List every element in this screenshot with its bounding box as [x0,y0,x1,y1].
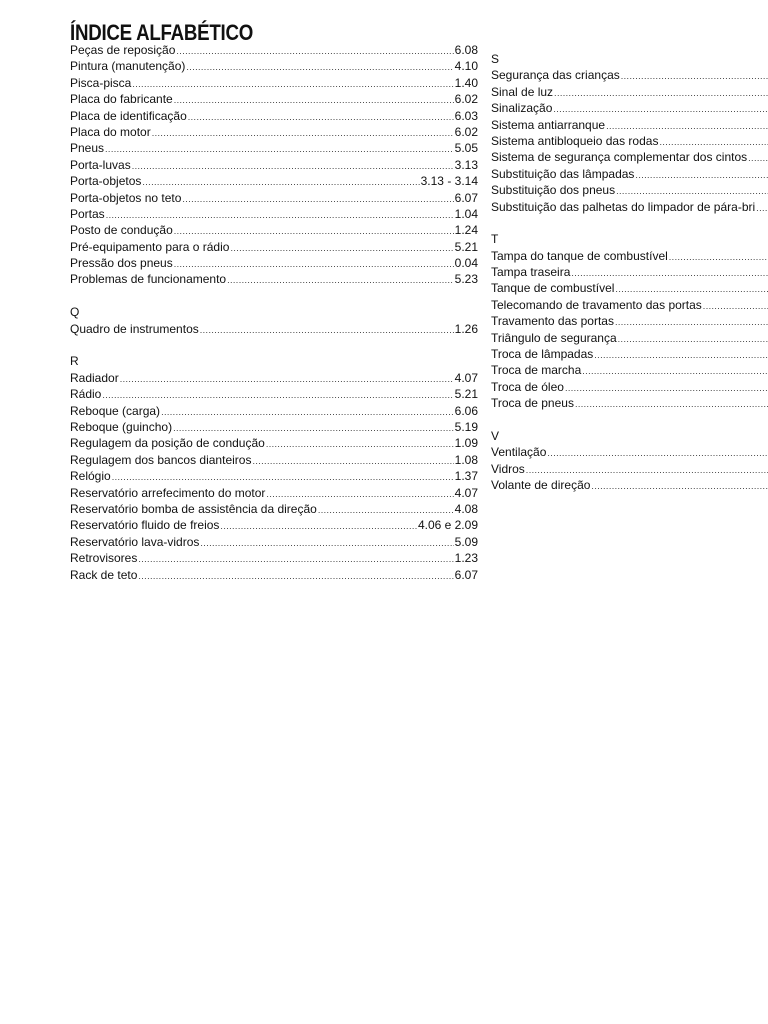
index-entry [70,435,478,451]
dot-leader [616,183,768,198]
index-section-v [491,444,768,493]
entry-label: Reservatório arrefecimento do motor [70,485,266,500]
index-entry [70,271,478,287]
dot-leader [756,200,768,215]
entry-page: 6.02 [454,124,478,139]
index-entry [70,386,478,402]
index-entry [70,239,478,255]
index-entry [491,330,768,346]
dot-leader [120,371,454,386]
dot-leader [174,223,454,238]
section-letter-s: S [491,52,500,66]
entry-page: 0.04 [454,256,478,271]
entry-label: Troca de pneus [491,396,574,411]
entry-page: 1.24 [454,223,478,238]
dot-leader [659,134,768,149]
index-entry [491,444,768,460]
entry-label: Troca de marcha [491,363,582,378]
dot-leader [635,167,768,182]
entry-page: 5.19 [454,419,478,434]
index-entry [70,452,478,468]
entry-page: 3.13 [454,157,478,172]
entry-label: Porta-objetos [70,174,142,189]
dot-leader [230,240,453,255]
entry-page: 1.23 [454,551,478,566]
dot-leader [748,150,768,165]
index-section-r [70,370,478,583]
index-entry [491,461,768,477]
entry-page: 1.37 [454,469,478,484]
index-entry [491,248,768,264]
index-section-p [70,42,478,288]
index-entry [70,42,478,58]
index-entry [70,468,478,484]
index-entry [491,133,768,149]
index-entry [70,567,478,583]
entry-label: Substituição das palhetas do limpador de pára-bri [491,199,756,214]
dot-leader [182,191,453,206]
entry-label: Porta-objetos no teto [70,190,182,205]
entry-label: Segurança das crianças [491,68,620,83]
index-entry [70,190,478,206]
index-entry [70,58,478,74]
index-entry [70,321,478,337]
entry-label: Volante de direção [491,478,591,493]
dot-leader [554,85,768,100]
dot-leader [188,109,454,124]
section-letter-r: R [70,354,79,369]
entry-label: Troca de lâmpadas [491,347,594,362]
entry-label: Telecomando de travamento das portas [491,297,702,312]
entry-page: 3.13 - 3.14 [420,174,478,189]
index-entry [70,501,478,517]
entry-page: 5.09 [454,534,478,549]
entry-page: 5.21 [454,239,478,254]
index-entry [491,84,768,100]
entry-label: Pré-equipamento para o rádio [70,239,230,254]
entry-page: 6.07 [454,567,478,582]
index-entry [491,362,768,378]
index-entry [70,222,478,238]
index-entry [70,140,478,156]
entry-label: Substituição dos pneus [491,183,616,198]
entry-label: Reservatório bomba de assistência da direção [70,501,317,516]
index-entry [491,117,768,133]
dot-leader [669,249,768,264]
dot-leader [174,256,454,271]
dot-leader [547,445,768,460]
index-entry [491,477,768,493]
entry-page: 6.03 [454,108,478,123]
index-entry [491,280,768,296]
entry-label: Vidros [491,461,525,476]
entry-label: Sinal de luz [491,84,554,99]
dot-leader [615,314,768,329]
index-entry [491,166,768,182]
index-entry [491,379,768,395]
entry-label: Placa de identificação [70,108,187,123]
dot-leader [266,436,454,451]
dot-leader [105,141,454,156]
entry-label: Sistema de segurança complementar dos cintos [491,150,748,165]
dot-leader [138,568,453,583]
index-entry [491,346,768,362]
entry-label: Retrovisores [70,551,138,566]
entry-label: Regulagem da posição de condução [70,436,265,451]
dot-leader [186,59,453,74]
index-entry [491,149,768,165]
entry-page: 1.26 [454,321,478,336]
entry-label: Pneus [70,141,105,156]
entry-label: Tanque de combustível [491,281,615,296]
entry-label: Porta-luvas [70,157,131,172]
entry-label: Rádio [70,387,102,402]
entry-page: 5.23 [454,272,478,287]
entry-page: 4.07 [454,485,478,500]
dot-leader [252,453,453,468]
index-column-right [491,43,768,494]
index-section-t [491,248,768,412]
page-title: ÍNDICE ALFABÉTICO [70,20,254,45]
index-entry [491,199,768,215]
dot-leader [582,363,768,378]
entry-label: Ventilação [491,445,547,460]
entry-page: 6.07 [454,190,478,205]
dot-leader [565,380,768,395]
entry-label: Sistema antiarranque [491,117,606,132]
entry-label: Relógio [70,469,111,484]
index-entry [70,534,478,550]
entry-label: Portas [70,206,105,221]
dot-leader [703,298,768,313]
dot-leader [142,174,419,189]
entry-label: Reboque (guincho) [70,419,173,434]
dot-leader [220,518,417,533]
dot-leader [571,265,768,280]
dot-leader [132,76,453,91]
dot-leader [318,502,454,517]
index-entry [491,264,768,280]
index-entry [491,182,768,198]
dot-leader [173,420,454,435]
entry-page: 4.08 [454,501,478,516]
entry-label: Rack de teto [70,567,138,582]
entry-label: Regulagem dos bancos dianteiros [70,452,252,467]
index-entry [70,485,478,501]
index-entry [70,173,478,189]
entry-page: 6.02 [454,92,478,107]
index-entry [70,75,478,91]
entry-page: 1.04 [454,206,478,221]
entry-label: Reservatório fluido de freios [70,518,220,533]
index-entry [491,67,768,83]
index-column-left [70,42,478,583]
entry-page: 1.08 [454,452,478,467]
dot-leader [161,404,454,419]
entry-label: Travamento das portas [491,314,614,329]
dot-leader [112,469,454,484]
dot-leader [266,486,453,501]
entry-label: Substituição das lâmpadas [491,166,635,181]
dot-leader [575,396,768,411]
index-section-q [70,321,478,337]
dot-leader [606,118,768,133]
index-entry [70,108,478,124]
dot-leader [138,551,453,566]
entry-page: 5.21 [454,387,478,402]
index-entry [491,313,768,329]
entry-label: Triângulo de segurança [491,330,617,345]
index-entry [70,91,478,107]
dot-leader [591,478,768,493]
dot-leader [615,281,768,296]
dot-leader [200,535,453,550]
index-entry [70,419,478,435]
dot-leader [200,322,454,337]
section-letter-q: Q [70,305,80,320]
entry-page: 1.09 [454,436,478,451]
index-entry [70,550,478,566]
index-section-s [491,67,768,215]
entry-label: Tampa traseira [491,265,571,280]
section-letter-v: V [491,428,500,443]
dot-leader [106,207,454,222]
index-entry [70,255,478,271]
entry-label: Reservatório lava-vidros [70,534,200,549]
entry-label: Pressão dos pneus [70,256,173,271]
dot-leader [102,387,453,402]
index-entry [491,100,768,116]
entry-page: 5.05 [454,141,478,156]
dot-leader [553,101,768,116]
entry-label: Reboque (carga) [70,403,161,418]
index-entry [70,206,478,222]
entry-page: 4.07 [454,370,478,385]
entry-label: Posto de condução [70,223,173,238]
entry-label: Pintura (manutenção) [70,59,186,74]
entry-label: Troca de óleo [491,379,564,394]
entry-label: Sistema antibloqueio das rodas [491,133,659,148]
entry-page: 4.06 e 2.09 [417,518,478,533]
index-entry [70,517,478,533]
dot-leader [174,92,454,107]
entry-label: Tampa do tanque de combustível [491,248,668,263]
section-letter-t: T [491,232,499,247]
index-entry [70,403,478,419]
entry-label: Pisca-pisca [70,75,132,90]
entry-label: Placa do fabricante [70,92,173,107]
entry-label: Sinalização [491,101,553,116]
dot-leader [176,43,453,58]
dot-leader [227,272,454,287]
entry-page: 4.10 [454,59,478,74]
dot-leader [621,68,768,83]
index-entry [70,124,478,140]
entry-label: Quadro de instrumentos [70,321,199,336]
entry-page: 1.40 [454,75,478,90]
dot-leader [618,331,768,346]
index-entry [491,297,768,313]
entry-label: Placa do motor [70,124,151,139]
dot-leader [152,125,454,140]
index-entry [70,157,478,173]
entry-label: Problemas de funcionamento [70,272,227,287]
entry-page: 6.08 [454,43,478,57]
dot-leader [526,462,768,477]
entry-label: Peças de reposição [70,43,176,57]
dot-leader [594,347,768,362]
dot-leader [132,158,454,173]
index-entry [70,370,478,386]
entry-page: 6.06 [454,403,478,418]
entry-label: Radiador [70,370,119,385]
index-entry [491,395,768,411]
